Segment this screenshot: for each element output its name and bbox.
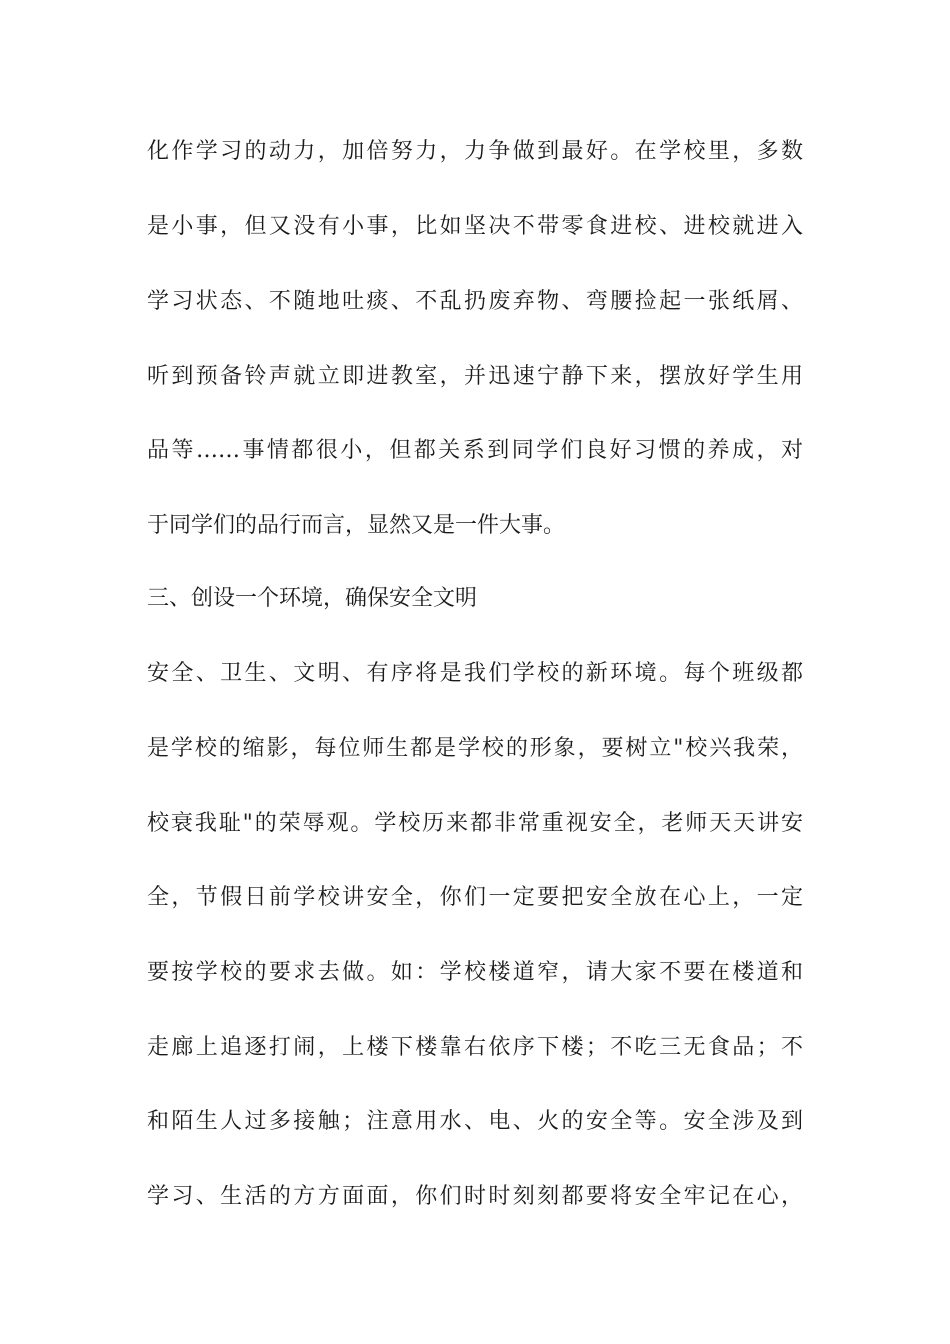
section-heading: 三、创设一个环境，确保安全文明: [147, 586, 478, 611]
body-text-line: 学习状态、不随地吐痰、不乱扔废弃物、弯腰捡起一张纸屑、: [147, 289, 803, 314]
body-text-line: 要按学校的要求去做。如：学校楼道窄，请大家不要在楼道和: [147, 960, 803, 985]
body-text-line: 学习、生活的方方面面，你们时时刻刻都要将安全牢记在心，: [147, 1184, 803, 1209]
body-text-line: 品等……事情都很小，但都关系到同学们良好习惯的养成，对: [147, 438, 803, 463]
body-text-line: 听到预备铃声就立即进教室，并迅速宁静下来，摆放好学生用: [147, 364, 803, 389]
body-text-line: 走廊上追逐打闹，上楼下楼靠右依序下楼；不吃三无食品；不: [147, 1035, 803, 1060]
body-text-line: 化作学习的动力，加倍努力，力争做到最好。在学校里，多数: [147, 139, 803, 164]
body-text-line: 于同学们的品行而言，显然又是一件大事。: [147, 513, 566, 538]
body-text-line: 是学校的缩影，每位师生都是学校的形象，要树立"校兴我荣，: [147, 736, 803, 761]
body-text-line: 是小事，但又没有小事，比如坚决不带零食进校、进校就进入: [147, 214, 803, 239]
body-text-line: 全，节假日前学校讲安全，你们一定要把安全放在心上，一定: [147, 885, 803, 910]
body-text-line: 校衰我耻"的荣辱观。学校历来都非常重视安全，老师天天讲安: [147, 811, 803, 836]
body-text-line: 安全、卫生、文明、有序将是我们学校的新环境。每个班级都: [147, 661, 803, 686]
body-text-line: 和陌生人过多接触；注意用水、电、火的安全等。安全涉及到: [147, 1109, 803, 1134]
